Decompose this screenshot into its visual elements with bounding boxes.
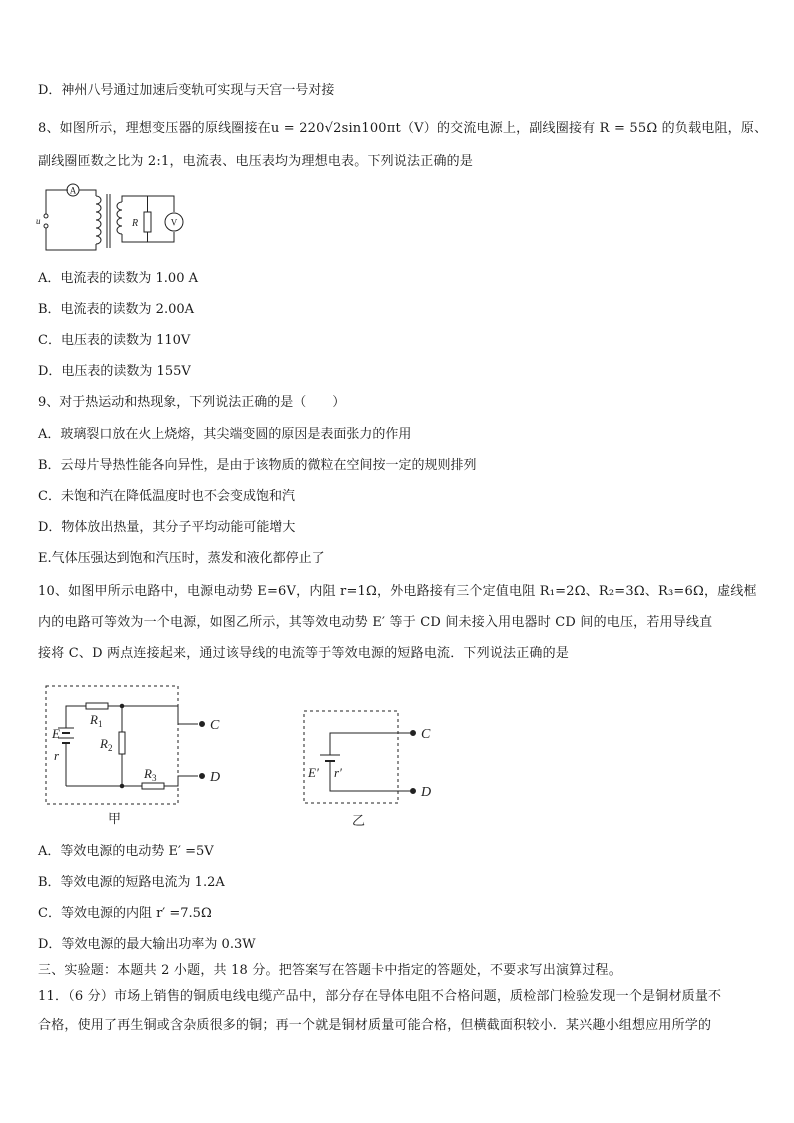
q8-option-d: D．电压表的读数为 155V xyxy=(38,364,191,379)
resistor-r2 xyxy=(119,732,125,754)
terminal-d-dot xyxy=(200,774,205,779)
q10-figure-yi xyxy=(300,705,460,830)
q8-transformer-diagram xyxy=(34,180,194,260)
q8-stem-line1: 8、如图所示，理想变压器的原线圈接在u = 220√2sin100πt（V）的交流电源上，副线圈接有 R = 55Ω 的负载电阻，原、 xyxy=(38,121,768,136)
q11-stem-line2: 合格，使用了再生铜或含杂质很多的铜；再一个就是铜材质量可能合格，但横截面积较小．某兴趣小组想应用所学的 xyxy=(38,1018,712,1033)
q8-option-a: A．电流表的读数为 1.00 A xyxy=(38,271,198,286)
q9-option-a: A．玻璃裂口放在火上烧熔，其尖端变圆的原因是表面张力的作用 xyxy=(38,427,412,442)
q10-figure-jia xyxy=(40,680,240,830)
q8-option-c: C．电压表的读数为 110V xyxy=(38,333,191,348)
q9-option-c: C．未饱和汽在降低温度时也不会变成饱和汽 xyxy=(38,489,295,504)
q10-option-b: B．等效电源的短路电流为 1.2A xyxy=(38,875,225,890)
source-u-label: u xyxy=(36,216,41,226)
figure-yi-caption: 乙 xyxy=(352,813,366,828)
terminal-d-label: D xyxy=(421,785,432,800)
resistor-r3 xyxy=(142,783,164,789)
wire-bottom-right xyxy=(164,776,198,786)
q7-option-d: D．神州八号通过加速后变轨可实现与天宫一号对接 xyxy=(38,83,335,98)
terminal-c-label: C xyxy=(421,727,431,742)
terminal-d-dot xyxy=(411,789,416,794)
voltmeter-label: V xyxy=(170,217,178,228)
q9-option-e: E.气体压强达到饱和汽压时，蒸发和液化都停止了 xyxy=(38,551,325,566)
terminal-bottom xyxy=(44,224,48,228)
r3-label: $R_3$ xyxy=(144,766,157,783)
battery-r-label: r′ xyxy=(334,765,342,780)
terminal-top xyxy=(44,214,48,218)
q9-option-b: B．云母片导热性能各向异性，是由于该物质的微粒在空间按一定的规则排列 xyxy=(38,458,477,473)
secondary-coil xyxy=(117,202,122,234)
q10-option-d: D．等效电源的最大输出功率为 0.3W xyxy=(38,937,256,952)
figure-jia-caption: 甲 xyxy=(108,811,122,826)
load-resistor xyxy=(144,212,151,232)
battery-r-label: r xyxy=(54,748,60,763)
ammeter-label: A xyxy=(69,185,77,196)
r1-label: $R_1$ xyxy=(90,712,103,729)
terminal-c-dot xyxy=(200,722,205,727)
q11-stem-line1: 11．（6 分）市场上销售的铜质电线电缆产品中，部分存在导体电阻不合格问题，质检部门检验发现一个是铜材质量不 xyxy=(38,989,722,1004)
section-3-heading: 三、实验题：本题共 2 小题，共 18 分。把答案写在答题卡中指定的答题处，不要求写出演算过程。 xyxy=(38,963,622,978)
wire-top-left xyxy=(66,706,86,708)
q10-option-c: C．等效电源的内阻 r′ =7.5Ω xyxy=(38,906,212,921)
q10-option-a: A．等效电源的电动势 E′ =5V xyxy=(38,844,214,859)
primary-wire-bottom xyxy=(46,228,96,250)
terminal-d-label: D xyxy=(210,770,221,785)
primary-wire-top-right xyxy=(79,190,96,196)
battery-e-label: E′ xyxy=(308,765,319,780)
dashed-box xyxy=(304,711,398,803)
q9-stem: 9、对于热运动和热现象，下列说法正确的是（ ） xyxy=(38,395,346,410)
q8-stem-line2: 副线圈匝数之比为 2:1，电流表、电压表均为理想电表。下列说法正确的是 xyxy=(38,154,474,169)
q10-stem-line2: 内的电路可等效为一个电源，如图乙所示，其等效电动势 E′ 等于 CD 间未接入用电器时 CD 间的电压，若用导线直 xyxy=(38,615,713,630)
q9-option-d: D．物体放出热量，其分子平均动能可能增大 xyxy=(38,520,296,535)
primary-coil xyxy=(96,196,101,244)
primary-wire-top xyxy=(46,190,68,214)
q10-stem-line3: 接将 C、D 两点连接起来，通过该导线的电流等于等效电源的短路电流．下列说法正确的是 xyxy=(38,646,570,661)
battery-e-label: E xyxy=(52,726,60,741)
q8-option-b: B．电流表的读数为 2.00A xyxy=(38,302,195,317)
terminal-c-dot xyxy=(411,731,416,736)
resistor-r1 xyxy=(86,703,108,709)
q10-stem-line1: 10、如图甲所示电路中，电源电动势 E=6V，内阻 r=1Ω，外电路接有三个定值电阻 R₁=2Ω、R₂=3Ω、R₃=6Ω，虚线框 xyxy=(38,584,757,599)
terminal-c-label: C xyxy=(210,718,220,733)
resistor-r-label: R xyxy=(132,218,139,229)
r2-label: $R_2$ xyxy=(100,736,113,753)
